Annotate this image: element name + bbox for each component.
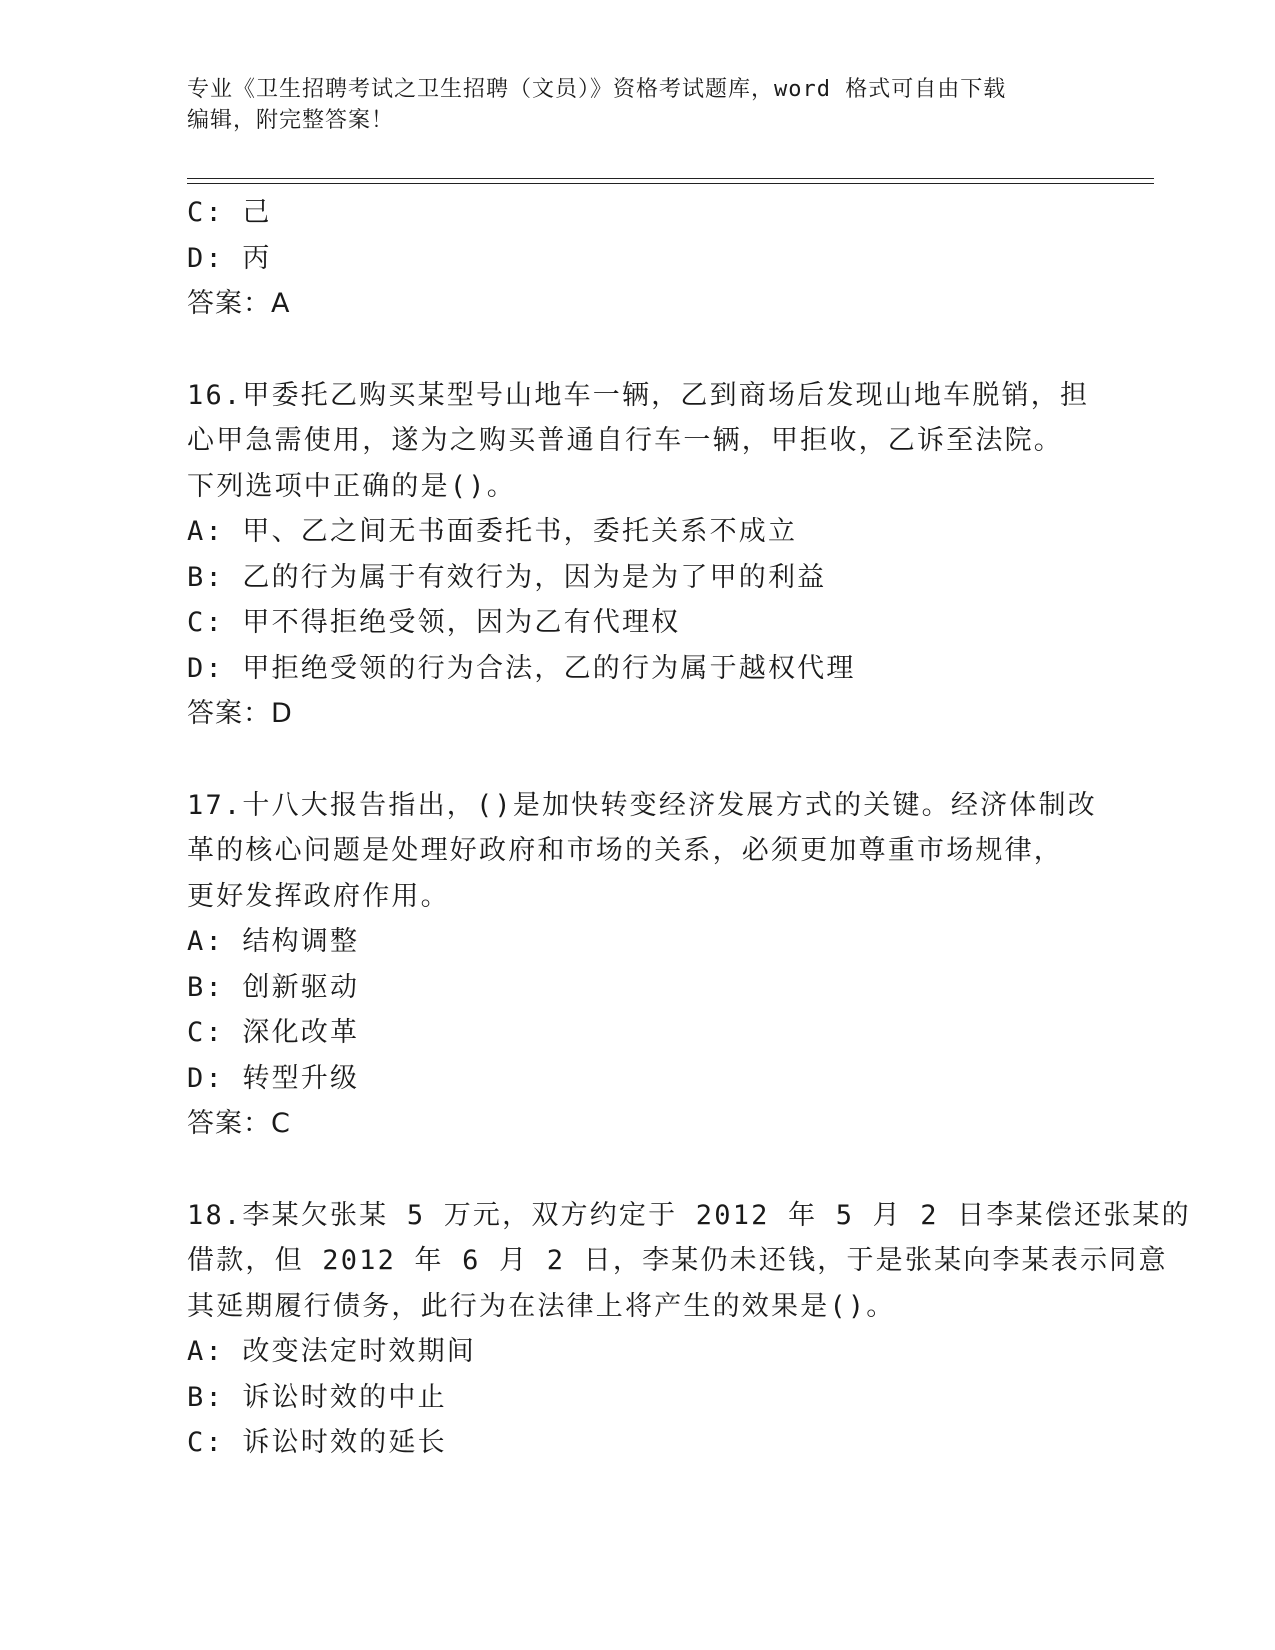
option-a: A: 结构调整 (187, 926, 360, 957)
question-16 (187, 373, 1090, 737)
question-text-line: 其延期履行债务，此行为在法律上将产生的效果是()。 (187, 1290, 896, 1322)
answer: 答案：C (187, 1108, 291, 1139)
answer: 答案：A (187, 288, 291, 319)
question-text-line: 革的核心问题是处理好政府和市场的关系，必须更加尊重市场规律， (187, 835, 1063, 866)
header-rule-top (187, 178, 1154, 179)
question-content (187, 190, 1191, 1466)
question-text-line: 18.李某欠张某 5 万元，双方约定于 2012 年 5 月 2 日李某偿还张某的 (187, 1199, 1191, 1231)
header-rule-bottom (187, 183, 1154, 184)
option-d: D: 甲拒绝受领的行为合法，乙的行为属于越权代理 (187, 652, 856, 684)
question-18 (187, 1193, 1191, 1466)
option-c: C: 诉讼时效的延长 (187, 1427, 447, 1458)
option-c: C: 深化改革 (187, 1017, 360, 1048)
header-line-1: 专业《卫生招聘考试之卫生招聘（文员）》资格考试题库，word 格式可自由下载 (187, 77, 1007, 102)
option-a: A: 改变法定时效期间 (187, 1336, 476, 1367)
question-text-line: 心甲急需使用，遂为之购买普通自行车一辆，甲拒收，乙诉至法院。 (187, 425, 1063, 456)
option-d: D: 丙 (187, 242, 272, 274)
option-d: D: 转型升级 (187, 1062, 360, 1094)
question-text-line: 更好发挥政府作用。 (187, 880, 450, 912)
previous-question-tail (187, 190, 1087, 327)
question-17 (187, 783, 1097, 1147)
page-header (187, 74, 1067, 136)
answer: 答案：D (187, 698, 293, 729)
question-text-line: 借款，但 2012 年 6 月 2 日，李某仍未还钱，于是张某向李某表示同意 (187, 1245, 1168, 1276)
option-a: A: 甲、乙之间无书面委托书，委托关系不成立 (187, 516, 798, 547)
option-c: C: 己 (187, 197, 272, 228)
header-line-2: 编辑，附完整答案！ (187, 108, 395, 133)
question-text-line: 17.十八大报告指出，()是加快转变经济发展方式的关键。经济体制改 (187, 789, 1097, 821)
option-c: C: 甲不得拒绝受领，因为乙有代理权 (187, 607, 681, 638)
option-b: B: 乙的行为属于有效行为，因为是为了甲的利益 (187, 561, 827, 593)
option-b: B: 诉讼时效的中止 (187, 1381, 447, 1413)
question-text-line: 16.甲委托乙购买某型号山地车一辆，乙到商场后发现山地车脱销，担 (187, 379, 1090, 411)
question-text-line: 下列选项中正确的是()。 (187, 470, 516, 502)
option-b: B: 创新驱动 (187, 971, 360, 1003)
